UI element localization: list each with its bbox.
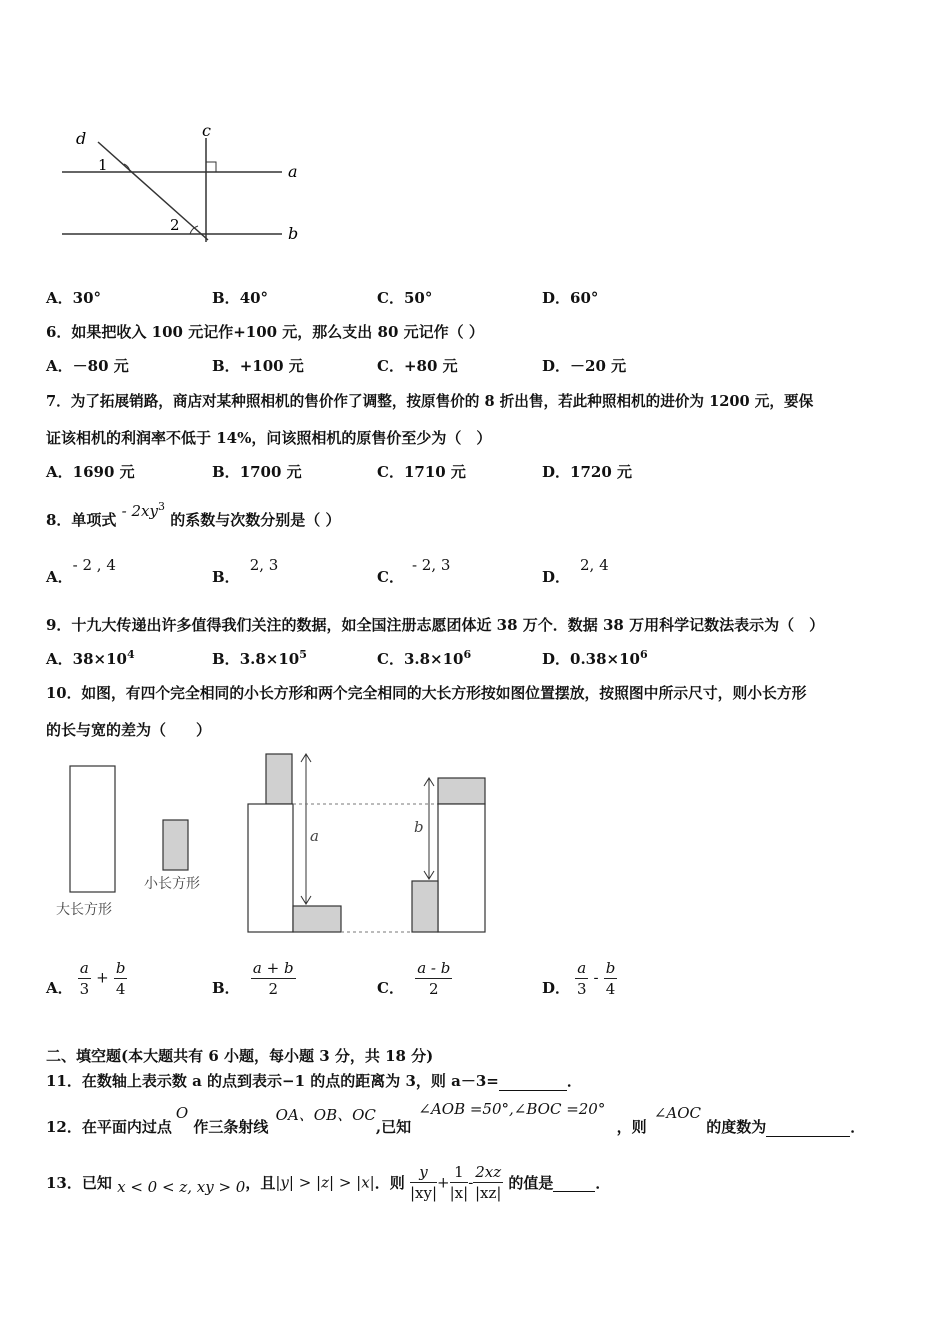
big-rect-label: 大长方形: [56, 901, 112, 917]
q7-option-b[interactable]: B．1700 元: [212, 463, 302, 481]
label-b-dim: b: [414, 818, 424, 836]
q11-stem: 11．在数轴上表示数 a 的点到表示−1 的点的距离为 3，则 a－3= ．: [46, 1072, 582, 1090]
label-a: a: [288, 162, 298, 181]
q5-option-d[interactable]: D．60°: [542, 289, 599, 307]
q8-monomial: - 2xy: [121, 502, 158, 520]
q7-stem-line1: 7．为了拓展销路，商店对某种照相机的售价作了调整，按原售价的 8 折出售，若此种照相机的进价为 1200 元，要保: [46, 393, 814, 410]
q7-stem-line2: 证该相机的利润率不低于 14%，问该照相机的原售价至少为（ ）: [46, 429, 492, 447]
label-angle-2: 2: [170, 216, 180, 234]
q13-answer-blank[interactable]: [553, 1173, 595, 1192]
q7-option-a[interactable]: A．1690 元: [46, 463, 135, 481]
q10-option-b[interactable]: B． $\frac{a + b}{2}$: [212, 959, 294, 998]
q9-option-b[interactable]: B．$3.8\times 10^5$: [212, 648, 307, 668]
big-rect-sample: [70, 766, 115, 892]
q5-option-c[interactable]: C．50°: [377, 289, 433, 307]
parallel-lines-figure: [56, 124, 316, 254]
q12-stem: 12．在平面内过点O 作三条射线 OA、OB、OC,已知 ∠AOB =50°,∠BOC =20° ，则 ∠AOC 的度数为 ．: [46, 1100, 866, 1136]
label-angle-1: 1: [98, 156, 108, 174]
small-rect-label: 小长方形: [144, 875, 200, 891]
q8-option-a[interactable]: A．- 2 , 4: [46, 556, 116, 586]
q6-option-c[interactable]: C．+80 元: [377, 357, 458, 375]
q9-option-c[interactable]: C．$3.8\times 10^6$: [377, 648, 472, 668]
label-c: c: [202, 124, 211, 140]
label-a-dim: a: [310, 827, 319, 845]
q13-stem: 13．已知 x < 0 < z, xy > 0，且|y| > |z| > |x|．则 $\frac{y}{|xy|}$ + $\frac{1}{|x|}$ - $\frac{2xz}{|xz|}$ 的值是 ．: [46, 1163, 611, 1202]
rectangles-figure: [40, 748, 510, 943]
q6-stem: 6．如果把收入 100 元记作+100 元，那么支出 80 元记作（ ）: [46, 323, 484, 341]
q8-stem: 8．单项式 - $2xy^3$ 的系数与次数分别是（ ）: [46, 500, 341, 529]
right-angle-mark: [206, 162, 216, 172]
q10-option-d[interactable]: D． $\frac{a}{3}$ - $\frac{b}{4}$: [542, 959, 616, 998]
q6-option-a[interactable]: A．－80 元: [46, 357, 129, 375]
q6-option-b[interactable]: B．+100 元: [212, 357, 304, 375]
q9-option-a[interactable]: A．$38\times 10^4$: [46, 648, 135, 668]
q7-option-c[interactable]: C．1710 元: [377, 463, 466, 481]
q5-option-a[interactable]: A．30°: [46, 289, 102, 307]
section-title: 二、填空题(本大题共有 6 小题，每小题 3 分，共 18 分): [46, 1047, 434, 1065]
big-rect-right: [438, 804, 485, 932]
q8-option-b[interactable]: B．2, 3: [212, 556, 279, 586]
q11-answer-blank[interactable]: [499, 1072, 567, 1091]
q10-stem-line2: 的长与宽的差为（ ）: [46, 721, 212, 739]
q6-option-d[interactable]: D．－20 元: [542, 357, 627, 375]
small-rect-1: [266, 754, 292, 804]
small-rect-3: [438, 778, 485, 804]
q9-stem: 9．十九大传递出许多值得我们关注的数据，如全国注册志愿团体近 38 万个．数据 38 万用科学记数法表示为（ ）: [46, 616, 825, 634]
line-d: [98, 142, 208, 240]
label-b: b: [288, 224, 299, 243]
q8-option-d[interactable]: D．2, 4: [542, 556, 609, 586]
q12-answer-blank[interactable]: [766, 1118, 850, 1137]
small-rect-2: [293, 906, 341, 932]
q10-stem-line1: 10．如图，有四个完全相同的小长方形和两个完全相同的大长方形按如图位置摆放，按照图中所示尺寸，则小长方形: [46, 685, 807, 702]
label-d: d: [76, 129, 87, 148]
small-rect-sample: [163, 820, 188, 870]
q10-option-c[interactable]: C． $\frac{a - b}{2}$: [377, 959, 451, 998]
q9-option-d[interactable]: D．$0.38\times 10^6$: [542, 648, 648, 668]
q8-option-c[interactable]: C．- 2, 3: [377, 556, 451, 586]
q5-option-b[interactable]: B．40°: [212, 289, 269, 307]
q10-option-a[interactable]: A． $\frac{a}{3}$ + $\frac{b}{4}$: [46, 959, 126, 998]
small-rect-4: [412, 881, 438, 932]
q7-option-d[interactable]: D．1720 元: [542, 463, 632, 481]
big-rect-left: [248, 804, 293, 932]
